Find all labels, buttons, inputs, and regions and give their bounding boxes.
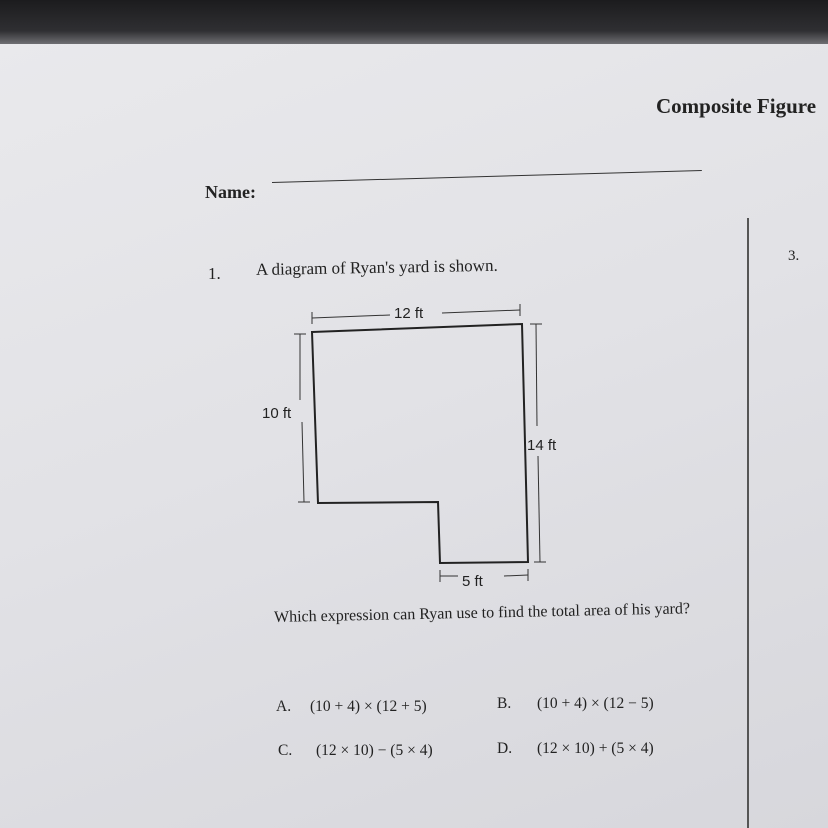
right-dimension-label: 14 ft xyxy=(527,437,557,454)
yard-diagram xyxy=(250,296,580,596)
option-letter: C. xyxy=(278,742,293,759)
option-letter: B. xyxy=(497,695,512,712)
question-1-number: 1. xyxy=(208,264,221,283)
answer-option-d[interactable] xyxy=(497,740,654,758)
option-text: (10 + 4) × (12 − 5) xyxy=(537,695,654,712)
name-label: Name: xyxy=(205,182,256,202)
page-edge-shadow xyxy=(0,0,828,44)
answer-option-c[interactable] xyxy=(278,742,433,760)
left-dimension-label: 10 ft xyxy=(262,405,292,422)
answer-option-b[interactable] xyxy=(497,695,654,713)
yard-outline xyxy=(312,324,528,563)
option-text: (12 × 10) − (5 × 4) xyxy=(316,742,433,759)
option-text: (10 + 4) × (12 + 5) xyxy=(310,698,427,715)
question-1-prompt: A diagram of Ryan's yard is shown. xyxy=(255,255,498,279)
top-dimension-label: 12 ft xyxy=(394,305,424,322)
option-letter: A. xyxy=(276,698,292,715)
left-dimension xyxy=(294,334,310,502)
answer-option-a[interactable] xyxy=(276,698,427,716)
bottom-dimension xyxy=(440,569,528,582)
worksheet-title: Composite Figure xyxy=(656,94,817,118)
bottom-dimension-label: 5 ft xyxy=(462,573,483,590)
question-3-number: 3. xyxy=(788,248,800,264)
question-1-text: Which expression can Ryan use to find the total area of his yard? xyxy=(273,600,691,626)
option-text: (12 × 10) + (5 × 4) xyxy=(537,740,654,757)
option-letter: D. xyxy=(497,740,513,757)
column-divider xyxy=(747,218,749,828)
